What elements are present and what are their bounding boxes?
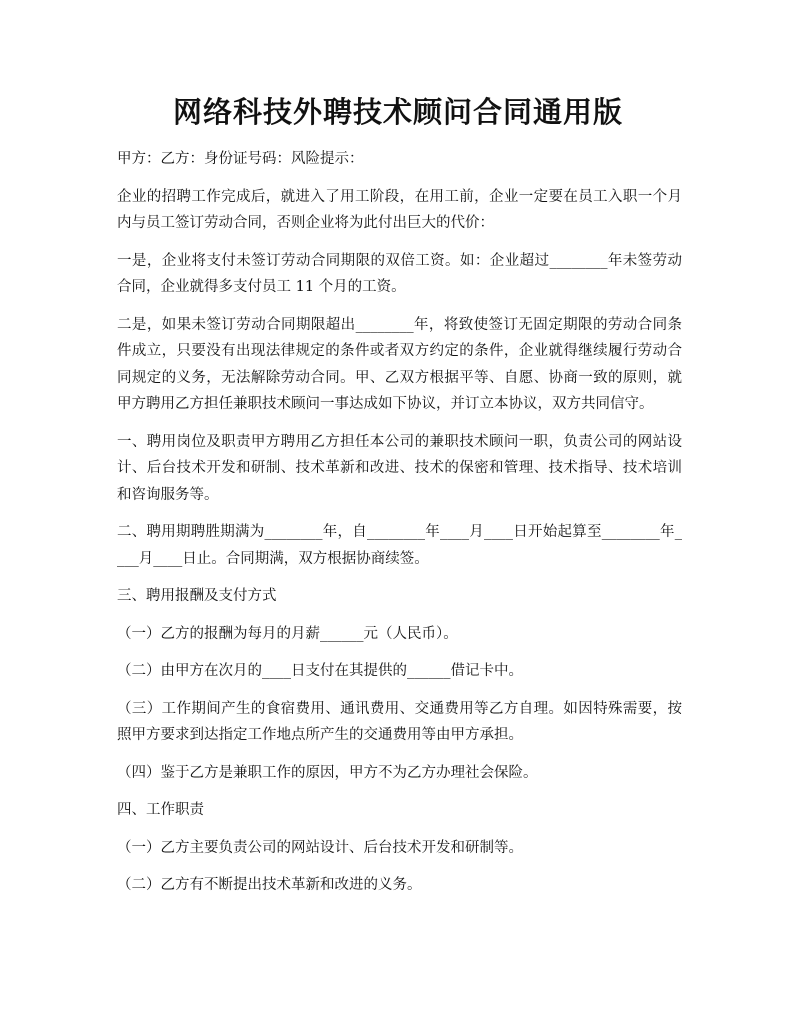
paragraph-section-1: 一、聘用岗位及职责甲方聘用乙方担任本公司的兼职技术顾问一职，负责公司的网站设计、后台技术开发和研制、技术革新和改进、技术的保密和管理、技术指导、技术培训和咨询服务等。	[117, 433, 682, 503]
clause-3-4: （四）鉴于乙方是兼职工作的原因，甲方不为乙方办理社会保险。	[117, 764, 538, 781]
clause-3-1: （一）乙方的报酬为每月的月薪______元（人民币）。	[117, 625, 458, 642]
paragraph-parties: 甲方：乙方：身份证号码：风险提示：	[117, 151, 364, 167]
paragraph-intro: 企业的招聘工作完成后，就进入了用工阶段，在用工前，企业一定要在员工入职一个月内与员工签订劳动合同，否则企业将为此付出巨大的代价：	[117, 188, 682, 231]
clause-3-2: （二）由甲方在次月的____日支付在其提供的______借记卡中。	[117, 663, 523, 679]
clause-4-1: （一）乙方主要负责公司的网站设计、后台技术开发和研制等。	[117, 839, 523, 856]
section-heading-3: 三、聘用报酬及支付方式	[117, 588, 277, 604]
document-title: 网络科技外聘技术顾问合同通用版	[172, 95, 623, 129]
paragraph-section-2: 二、聘用期聘胜期满为________年，自________年____月____日开始起算至________年____月____日止。合同期满，双方根据协商续签。	[117, 524, 682, 567]
document-body	[117, 146, 682, 910]
paragraph-risk-two: 二是，如果未签订劳动合同期限超出________年，将致使签订无固定期限的劳动合同条件成立，只要没有出现法律规定的条件或者双方约定的条件，企业就得继续履行劳动合同规定的义务，无法解除劳动合同。甲、乙双方根据平等、自愿、协商一致的原则，就甲方聘用乙方担任兼职技术顾问一事达成如下协议，并订立本协议，双方共同信守。	[117, 316, 682, 412]
section-heading-4: 四、工作职责	[117, 802, 204, 818]
paragraph-risk-one: 一是，企业将支付未签订劳动合同期限的双倍工资。如：企业超过________年未签劳动合同，企业就得多支付员工 11 个月的工资。	[117, 252, 682, 295]
clause-3-3: （三）工作期间产生的食宿费用、通讯费用、交通费用等乙方自理。如因特殊需要，按照甲方要求到达指定工作地点所产生的交通费用等由甲方承担。	[117, 700, 682, 743]
clause-4-2: （二）乙方有不断提出技术革新和改进的义务。	[117, 877, 422, 893]
